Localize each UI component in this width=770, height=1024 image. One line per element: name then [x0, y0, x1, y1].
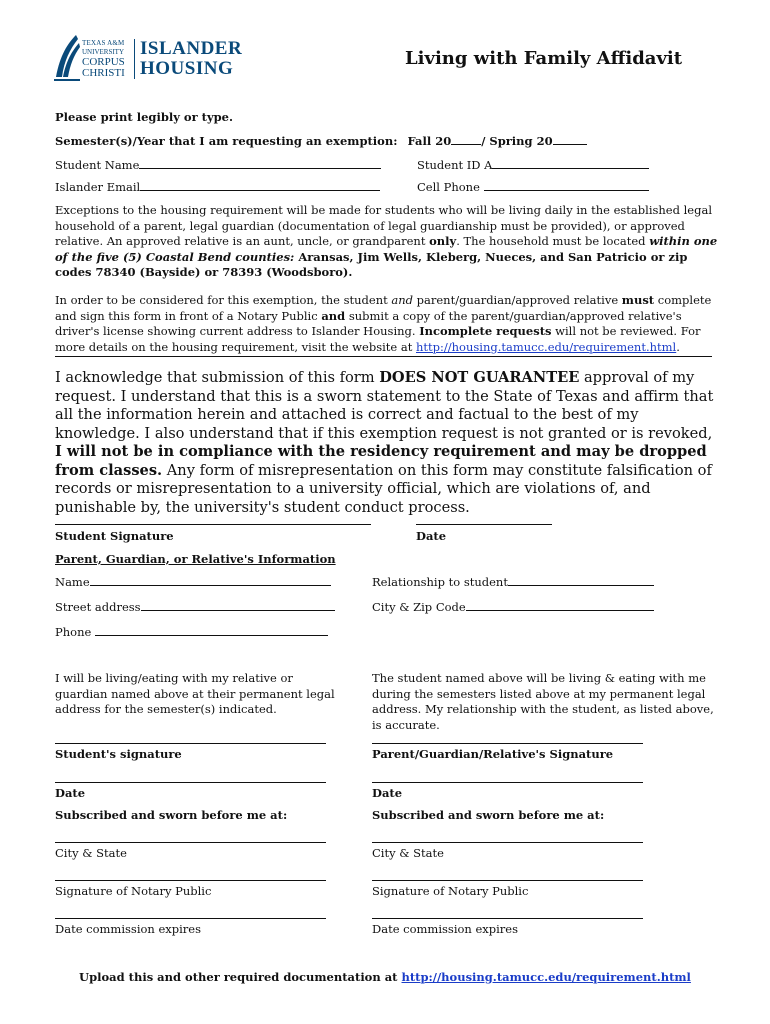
student-date-label: Date: [416, 529, 447, 543]
student-commission-line[interactable]: [55, 918, 326, 919]
email-label: Islander Email: [55, 180, 141, 194]
exceptions-text-2: . The household must be located: [456, 234, 650, 248]
relative-name-field[interactable]: [90, 585, 331, 586]
street-label: Street address: [55, 600, 141, 614]
student-signature-line[interactable]: [55, 524, 371, 525]
relative-commission-label: Date commission expires: [372, 922, 519, 936]
relationship-row: [372, 575, 654, 589]
exceptions-within: within one of the five (5) Coastal Bend counties:: [55, 234, 718, 264]
relative-section-heading: Parent, Guardian, or Relative's Information: [55, 552, 336, 566]
exceptions-text-1: Exceptions to the housing requirement will be made for students who will be living daily in the established legal household of a parent, legal guardian (documentation of legal guardianship must be provided), or approved relative. An approved relative is an aunt, uncle, or grandparent: [55, 203, 713, 248]
instructions-text-2: parent/guardian/approved relative: [413, 293, 622, 307]
spring-year-field[interactable]: [553, 144, 587, 145]
instructions-text-6: .: [676, 339, 680, 354]
housing-wordmark: [140, 39, 242, 79]
student-sig-label: Student's signature: [55, 747, 182, 761]
relative-statement: The student named above will be living & eating with me during the semesters listed above at my permanent legal address. My relationship with the student, as listed above, is accurate.: [372, 671, 714, 732]
ack-text-1: I acknowledge that submission of this form: [55, 369, 380, 386]
student-city-state-label: City & State: [55, 846, 127, 860]
print-note: Please print legibly or type.: [55, 110, 234, 124]
relative-notary-label: Signature of Notary Public: [372, 884, 529, 898]
relative-sig-date-label: Date: [372, 786, 403, 800]
relative-city-state-line[interactable]: [372, 842, 643, 843]
semester-label: Semester(s)/Year that I am requesting an exemption:: [55, 134, 398, 148]
fall-label: Fall 20: [407, 134, 452, 148]
email-field[interactable]: [140, 190, 380, 191]
student-signature-label: Student Signature: [55, 529, 174, 543]
student-date-line[interactable]: [416, 524, 552, 525]
relationship-label: Relationship to student: [372, 575, 508, 589]
student-id-row: [417, 158, 649, 172]
relative-phone-label: Phone: [55, 625, 92, 639]
islander-wings-icon: [52, 33, 82, 83]
instructions-and-1: and: [391, 293, 413, 307]
acknowledgement-paragraph: [55, 369, 715, 517]
relative-sig-label: Parent/Guardian/Relative's Signature: [372, 747, 614, 761]
logo-divider: [134, 39, 135, 79]
relative-city-state-label: City & State: [372, 846, 444, 860]
instructions-text-4: submit a copy of the parent/guardian/approved relative's driver's license showing current address to Islander Housing.: [55, 308, 682, 338]
relative-sworn-label: Subscribed and sworn before me at:: [372, 808, 605, 822]
student-city-state-line[interactable]: [55, 842, 326, 843]
exceptions-paragraph: [55, 203, 718, 281]
relative-notary-line[interactable]: [372, 880, 643, 881]
instructions-incomplete: Incomplete requests: [419, 324, 552, 338]
brand-line2: HOUSING: [140, 58, 234, 79]
ack-text-2: approval of my request. I understand that this is a sworn statement to the State of Texas and affirm that all the information herein and attached is correct and factual to the best of my knowledge. I also understand that if this exemption request is not granted or is revoked,: [55, 369, 714, 442]
student-sig-date-label: Date: [55, 786, 86, 800]
instructions-and-2: and: [321, 308, 346, 323]
university-line4: CHRISTI: [82, 67, 125, 79]
section-divider: [55, 356, 712, 357]
student-commission-label: Date commission expires: [55, 922, 202, 936]
student-name-label: Student Name: [55, 158, 140, 172]
cell-phone-row: [417, 180, 649, 194]
instructions-text-5: will not be reviewed. For more details on the housing requirement, visit the website at: [55, 324, 701, 354]
islander-housing-logo: [52, 33, 252, 85]
instructions-text-1: In order to be considered for this exemption, the student: [55, 293, 392, 307]
student-notary-label: Signature of Notary Public: [55, 884, 212, 898]
requirement-link[interactable]: http://housing.tamucc.edu/requirement.html: [416, 339, 677, 354]
fall-year-field[interactable]: [451, 144, 481, 145]
footer: [0, 970, 770, 984]
exceptions-counties: Aransas, Jim Wells, Kleberg, Nueces, and San Patricio or zip codes 78340 (Bayside) or 78393 (Woodsboro).: [55, 249, 688, 279]
exceptions-only: only: [429, 234, 457, 248]
semester-row: [55, 134, 587, 148]
relative-phone-row: [55, 625, 328, 639]
student-statement: I will be living/eating with my relative or guardian named above at their permanent legal address for the semester(s) indicated.: [55, 671, 335, 716]
student-name-row: [55, 158, 381, 172]
relative-commission-line[interactable]: [372, 918, 643, 919]
student-sig-date-line[interactable]: [55, 782, 326, 783]
email-row: [55, 180, 380, 194]
city-zip-row: [372, 600, 654, 614]
brand-line1: ISLANDER: [140, 38, 243, 59]
student-id-label: Student ID A: [417, 158, 493, 172]
notary-instructions-paragraph: [55, 293, 718, 355]
spring-label: / Spring 20: [481, 134, 553, 148]
university-wordmark: [82, 39, 132, 79]
relative-sig-date-line[interactable]: [372, 782, 643, 783]
student-sworn-label: Subscribed and sworn before me at:: [55, 808, 288, 822]
ack-guarantee: DOES NOT GUARANTEE: [379, 369, 580, 386]
cell-phone-label: Cell Phone: [417, 180, 480, 194]
relative-name-label: Name: [55, 575, 90, 589]
street-field[interactable]: [141, 610, 335, 611]
instructions-text-3: complete and sign this form in front of a Notary Public: [55, 293, 712, 323]
footer-text: Upload this and other required documentation at: [79, 970, 402, 984]
student-sig-line[interactable]: [55, 743, 326, 744]
relative-phone-field[interactable]: [95, 635, 328, 636]
relative-sig-line[interactable]: [372, 743, 643, 744]
relationship-field[interactable]: [508, 585, 654, 586]
page-title: Living with Family Affidavit: [405, 48, 683, 69]
ack-noncompliance: I will not be in compliance with the residency requirement and may be dropped from classes.: [55, 443, 707, 479]
city-zip-label: City & Zip Code: [372, 600, 466, 614]
university-line3: CORPUS: [82, 56, 125, 68]
relative-name-row: [55, 575, 331, 589]
cell-phone-field[interactable]: [484, 190, 649, 191]
student-notary-line[interactable]: [55, 880, 326, 881]
student-id-field[interactable]: [492, 168, 649, 169]
footer-link[interactable]: http://housing.tamucc.edu/requirement.html: [401, 970, 691, 984]
ack-text-3: Any form of misrepresentation on this form may constitute falsification of records or misrepresentation to a university official, which are violations of, and punishable by, the university's student conduct process.: [55, 461, 712, 516]
university-line1: TEXAS A&M: [82, 39, 125, 47]
instructions-must: must: [621, 293, 655, 307]
university-line2: UNIVERSITY: [82, 48, 124, 56]
student-name-field[interactable]: [139, 168, 381, 169]
street-row: [55, 600, 335, 614]
city-zip-field[interactable]: [466, 610, 654, 611]
